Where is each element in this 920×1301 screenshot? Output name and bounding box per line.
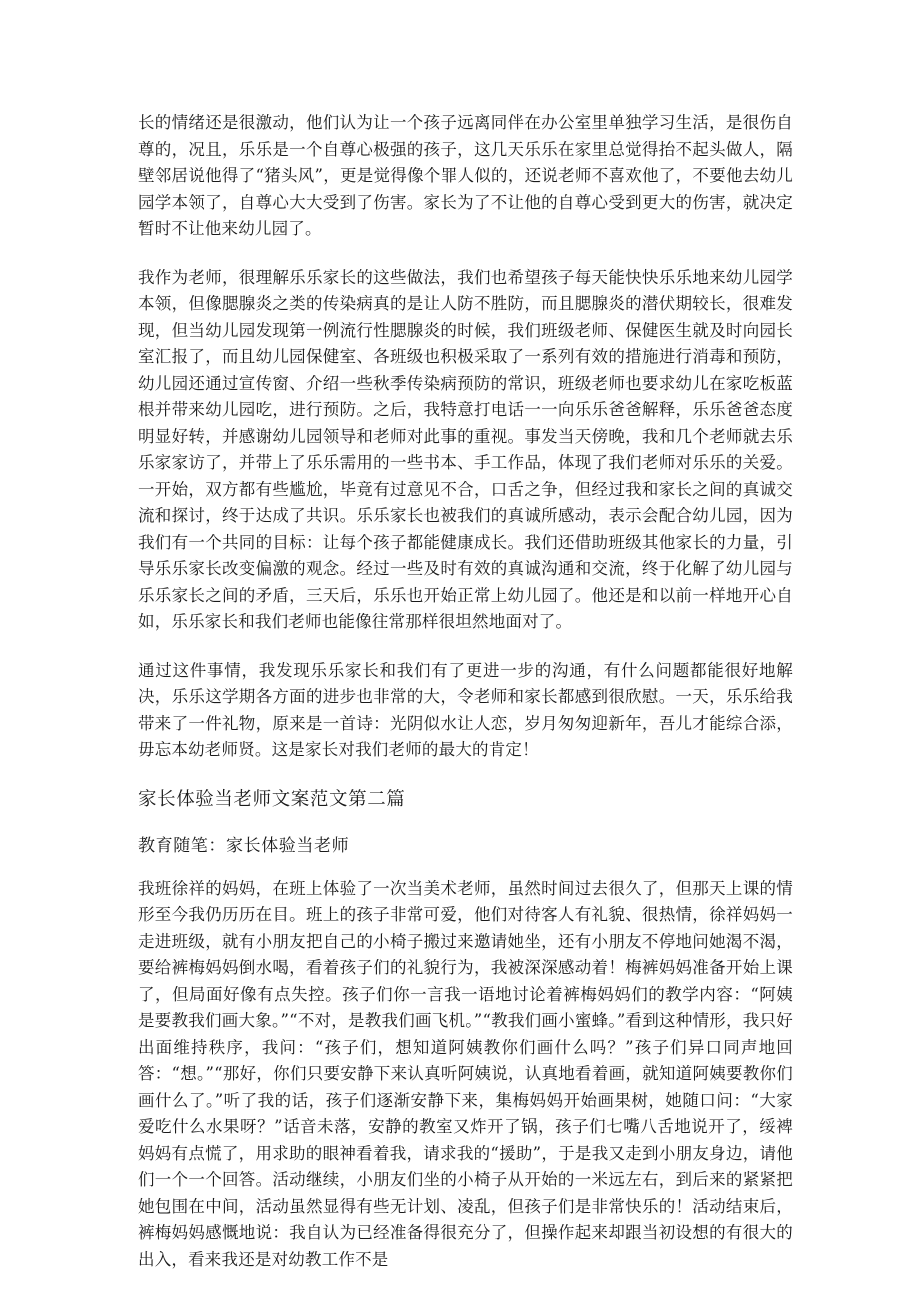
paragraph-3: 通过这件事情，我发现乐乐家长和我们有了更进一步的沟通，有什么问题都能很好地解决，乐乐这学期各方面的进步也非常的大，令老师和家长都感到很欣慰。一天，乐乐给我带来了一件礼物，原来是一首诗：光阴似水让人恋，岁月匆匆迎新年，吾儿才能综合添，毋忘本幼老师贤。这是家长对我们老师的最大的肯定！ bbox=[138, 660, 793, 759]
paragraph-2: 我作为老师，很理解乐乐家长的这些做法，我们也希望孩子每天能快快乐乐地来幼儿园学本领，但像腮腺炎之类的传染病真的是让人防不胜防，而且腮腺炎的潜伏期较长，很难发现，但当幼儿园发现第一例流行性腮腺炎的时候，我们班级老师、保健医生就及时向园长室汇报了，而且幼儿园保健室、各班级也积极采取了一系列有效的措施进行消毒和预防，幼儿园还通过宣传窗、介绍一些秋季传染病预防的常识，班级老师也要求幼儿在家吃板蓝根并带来幼儿园吃，进行预防。之后，我特意打电话一一向乐乐爸爸解释，乐乐爸爸态度明显好转，并感谢幼儿园领导和老师对此事的重视。事发当天傍晚，我和几个老师就去乐乐家家访了，并带上了乐乐需用的一些书本、手工作品，体现了我们老师对乐乐的关爱。一开始，双方都有些尴尬，毕竟有过意见不合，口舌之争，但经过我和家长之间的真诚交流和探讨，终于达成了共识。乐乐家长也被我们的真诚所感动，表示会配合幼儿园，因为我们有一个共同的目标：让每个孩子都能健康成长。我们还借助班级其他家长的力量，引导乐乐家长改变偏激的观念。经过一些及时有效的真诚沟通和交流，终于化解了幼儿园与乐乐家长之间的矛盾，三天后，乐乐也开始正常上幼儿园了。他还是和以前一样地开心自如，乐乐家长和我们老师也能像往常那样很坦然地面对了。 bbox=[138, 267, 793, 631]
paragraph-1: 长的情绪还是很激动，他们认为让一个孩子远离同伴在办公室里单独学习生活，是很伤自尊的，况且，乐乐是一个自尊心极强的孩子，这几天乐乐在家里总觉得抬不起头做人，隔壁邻居说他得了“猪头风”，更是觉得像个罪人似的，还说老师不喜欢他了，不要他去幼儿园学本领了，自尊心大大受到了伤害。家长为了不让他的自尊心受到更大的伤害，就决定暂时不让他来幼儿园了。 bbox=[138, 113, 793, 238]
article-subtitle: 教育随笔：家长体验当老师 bbox=[138, 835, 350, 856]
section-title: 家长体验当老师文案范文第二篇 bbox=[138, 788, 406, 810]
document-body bbox=[138, 110, 793, 1273]
paragraph-4: 我班徐祥的妈妈，在班上体验了一次当美术老师，虽然时间过去很久了，但那天上课的情形至今我仍历历在目。班上的孩子非常可爱，他们对待客人有礼貌、很热情，徐祥妈妈一走进班级，就有小朋友把自己的小椅子搬过来邀请她坐，还有小朋友不停地问她渴不渴，要给裤梅妈妈倒水喝，看着孩子们的礼貌行为，我被深深感动着！梅裤妈妈准备开始上课了，但局面好像有点失控。孩子们你一言我一语地讨论着裤梅妈妈们的教学内容：“阿姨是要教我们画大象。”“不对，是教我们画飞机。”“教我们画小蜜蜂。”看到这种情形，我只好出面维持秩序，我问：“孩子们，想知道阿姨教你们画什么吗？”孩子们异口同声地回答：“想。”“那好，你们只要安静下来认真听阿姨说，认真地看着画，就知道阿姨要教你们画什么了。”听了我的话，孩子们逐渐安静下来，集梅妈妈开始画果树，她随口问：“大家爱吃什么水果呀？”话音未落，安静的教室又炸开了锅，孩子们七嘴八舌地说开了，绥裨妈妈有点慌了，用求助的眼神看着我，请求我的“援助”，于是我又走到小朋友身边，请他们一个一个回答。活动继续，小朋友们坐的小椅子从开始的一米远左右，到后来的紧紧把她包围在中间，活动虽然显得有些无计划、凌乱，但孩子们是非常快乐的！活动结束后，裤梅妈妈感慨地说：我自认为已经准备得很充分了，但操作起来却跟当初设想的有很大的出入，看来我还是对幼教工作不是 bbox=[138, 878, 793, 1269]
